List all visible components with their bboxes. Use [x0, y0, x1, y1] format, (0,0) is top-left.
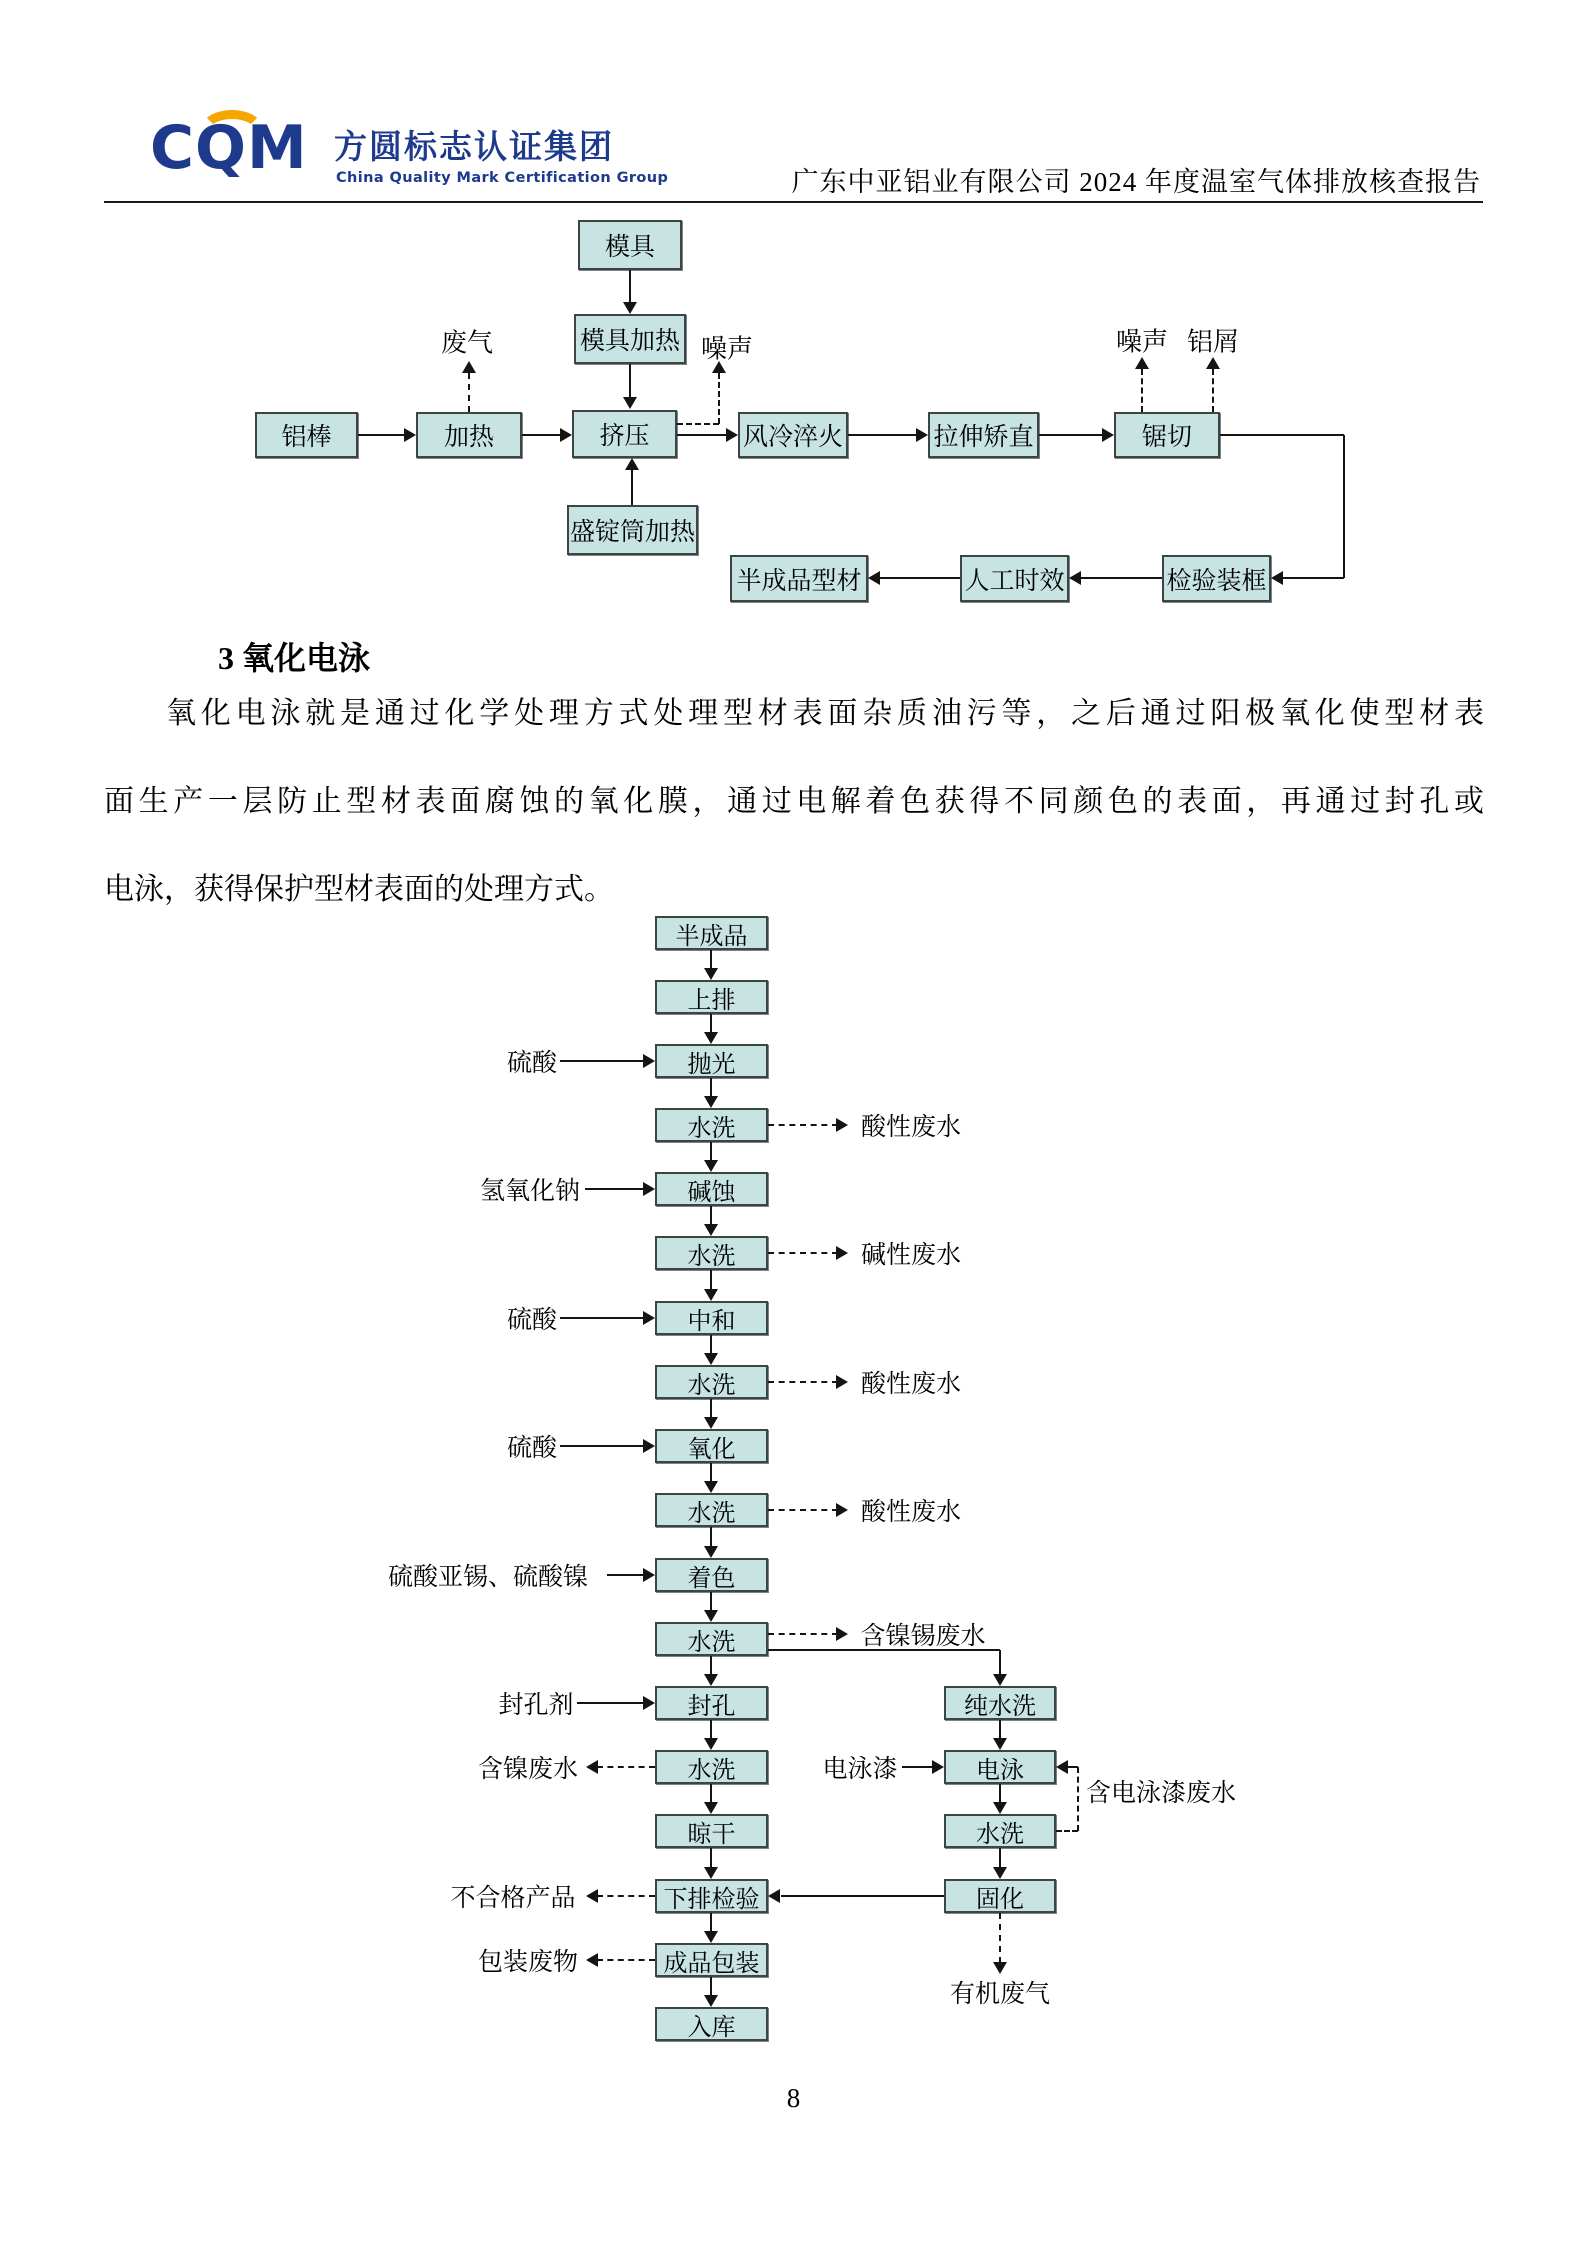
arrowhead-down-icon: [704, 1931, 718, 1943]
connector-line: [999, 1913, 1001, 1963]
flow-node-alkali-etching: 碱蚀: [655, 1172, 768, 1206]
flow-label-alkaline-wastewater: 碱性废水: [860, 1242, 962, 1269]
connector-line: [1343, 435, 1345, 578]
arrowhead-right-icon: [836, 1375, 848, 1389]
connector-line: [468, 373, 470, 412]
connector-line: [1039, 434, 1103, 436]
flow-node-electrophoresis: 电泳: [944, 1750, 1056, 1784]
arrowhead-right-icon: [643, 1568, 655, 1582]
connector-line: [560, 1060, 646, 1062]
arrowhead-right-icon: [836, 1627, 848, 1641]
arrowhead-down-icon: [704, 1224, 718, 1236]
arrowhead-up-icon: [625, 458, 639, 470]
flow-node-semi-finished-profile: 半成品型材: [730, 555, 868, 602]
arrowhead-right-icon: [836, 1503, 848, 1517]
arrowhead-down-icon: [704, 1353, 718, 1365]
arrowhead-down-icon: [704, 1032, 718, 1044]
connector-line: [577, 1702, 646, 1704]
arrowhead-down-icon: [623, 397, 637, 409]
flow-node-rinse-6: 水洗: [655, 1750, 768, 1784]
flow-label-sulfuric-acid-1: 硫酸: [506, 1050, 558, 1077]
arrowhead-up-icon: [1135, 357, 1149, 369]
logo-name-zh: 方圆标志认证集团: [334, 127, 614, 166]
arrowhead-left-icon: [1069, 571, 1081, 585]
connector-line: [560, 1317, 646, 1319]
flow-node-rinse-1: 水洗: [655, 1108, 768, 1142]
arrowhead-right-icon: [643, 1311, 655, 1325]
arrowhead-down-icon: [704, 1546, 718, 1558]
flow-node-product-packaging: 成品包装: [655, 1943, 768, 1977]
arrowhead-down-icon: [993, 1962, 1007, 1974]
connector-line: [1220, 434, 1344, 436]
flow-node-artificial-aging: 人工时效: [960, 555, 1069, 602]
arrowhead-right-icon: [560, 428, 572, 442]
flow-node-heating: 加热: [416, 412, 522, 458]
section-heading: 3 氧化电泳: [218, 640, 371, 676]
flow-node-inspection-framing: 检验装框: [1162, 555, 1271, 602]
arrowhead-down-icon: [993, 1674, 1007, 1686]
arrowhead-down-icon: [704, 1674, 718, 1686]
connector-line: [358, 434, 405, 436]
arrowhead-down-icon: [704, 1160, 718, 1172]
connector-line: [999, 1848, 1001, 1869]
arrowhead-right-icon: [836, 1246, 848, 1260]
connector-line: [710, 1913, 712, 1933]
connector-line: [768, 1381, 838, 1383]
connector-line: [999, 1720, 1001, 1740]
connector-line: [677, 423, 719, 425]
arrowhead-down-icon: [704, 968, 718, 980]
arrowhead-right-icon: [643, 1054, 655, 1068]
connector-line: [597, 1895, 655, 1897]
connector-line: [710, 1848, 712, 1869]
arrowhead-right-icon: [643, 1439, 655, 1453]
arrowhead-right-icon: [916, 428, 928, 442]
connector-line: [522, 434, 561, 436]
flow-node-coloring: 着色: [655, 1558, 768, 1592]
arrowhead-down-icon: [993, 1738, 1007, 1750]
arrowhead-left-icon: [586, 1760, 598, 1774]
flow-label-acid-wastewater-2: 酸性废水: [860, 1371, 962, 1398]
flow-label-electrophoretic-paint: 电泳漆: [822, 1756, 898, 1783]
flow-node-rinse-2: 水洗: [655, 1236, 768, 1270]
flow-node-rinse-7: 水洗: [944, 1814, 1056, 1848]
flow-label-noise-1: 噪声: [700, 334, 754, 364]
body-paragraph: [104, 670, 1484, 934]
paragraph-line: 面生产一层防止型材表面腐蚀的氧化膜，通过电解着色获得不同颜色的表面，再通过封孔或: [104, 785, 1484, 818]
connector-line: [1081, 577, 1162, 579]
arrowhead-right-icon: [836, 1118, 848, 1132]
arrowhead-right-icon: [726, 428, 738, 442]
connector-line: [1212, 369, 1214, 412]
connector-line: [710, 950, 712, 970]
flow-node-sealing: 封孔: [655, 1686, 768, 1720]
arrowhead-right-icon: [643, 1182, 655, 1196]
arrowhead-left-icon: [586, 1889, 598, 1903]
flow-node-pure-water-rinse: 纯水洗: [944, 1686, 1056, 1720]
connector-line: [710, 1142, 712, 1162]
connector-line: [629, 270, 631, 303]
paragraph-line: 氧化电泳就是通过化学处理方式处理型材表面杂质油污等，之后通过阳极氧化使型材表: [166, 697, 1484, 730]
arrowhead-down-icon: [704, 1289, 718, 1301]
flow-node-rinse-4: 水洗: [655, 1493, 768, 1527]
arrowhead-left-icon: [868, 571, 880, 585]
connector-line: [607, 1574, 646, 1576]
arrowhead-down-icon: [704, 1096, 718, 1108]
connector-line: [560, 1445, 646, 1447]
arrowhead-down-icon: [704, 1610, 718, 1622]
connector-line: [999, 1784, 1001, 1804]
flow-label-sulfuric-acid-3: 硫酸: [506, 1435, 558, 1462]
report-title: 广东中亚铝业有限公司 2024 年度温室气体排放核查报告: [791, 167, 1481, 197]
arrowhead-down-icon: [704, 1867, 718, 1879]
connector-line: [880, 577, 960, 579]
logo-name-en: China Quality Mark Certification Group: [336, 170, 669, 186]
connector-line: [768, 1649, 1000, 1651]
connector-line: [710, 1335, 712, 1355]
paragraph-line: 电泳，获得保护型材表面的处理方式。: [104, 873, 614, 906]
arrowhead-up-icon: [1206, 357, 1220, 369]
connector-line: [1283, 577, 1344, 579]
flow-label-rejected-products: 不合格产品: [450, 1885, 576, 1912]
arrowhead-right-icon: [932, 1760, 944, 1774]
connector-line: [597, 1766, 655, 1768]
arrowhead-down-icon: [993, 1867, 1007, 1879]
flow-label-sodium-hydroxide: 氢氧化钠: [479, 1178, 581, 1205]
arrowhead-down-icon: [704, 1802, 718, 1814]
flow-node-rack-up: 上排: [655, 980, 768, 1014]
flow-node-sawing: 锯切: [1114, 412, 1220, 458]
flow-node-extrusion: 挤压: [572, 410, 677, 458]
flow-node-polishing: 抛光: [655, 1044, 768, 1078]
flow-label-acid-wastewater-1: 酸性废水: [860, 1114, 962, 1141]
connector-line: [710, 1206, 712, 1226]
flow-node-curing: 固化: [944, 1879, 1056, 1913]
connector-line: [710, 1720, 712, 1740]
header-rule: [104, 201, 1483, 203]
connector-line: [629, 364, 631, 398]
arrowhead-right-icon: [643, 1696, 655, 1710]
connector-line: [710, 1592, 712, 1612]
flow-node-rack-down-inspection: 下排检验: [655, 1879, 768, 1913]
flow-node-container-heating: 盛锭筒加热: [567, 505, 698, 555]
flow-node-warehousing: 入库: [655, 2007, 768, 2041]
flow-label-noise-2: 噪声: [1115, 327, 1169, 357]
flow-label-paint-wastewater: 含电泳漆废水: [1085, 1780, 1237, 1807]
connector-line: [710, 1656, 712, 1676]
flow-node-air-cooling-quench: 风冷淬火: [738, 412, 848, 458]
flow-node-mold-heating: 模具加热: [574, 314, 686, 364]
connector-line: [768, 1124, 838, 1126]
connector-line: [597, 1959, 655, 1961]
connector-line: [710, 1784, 712, 1804]
arrowhead-left-icon: [768, 1889, 780, 1903]
connector-line: [999, 1650, 1001, 1676]
arrowhead-up-icon: [462, 361, 476, 373]
connector-line: [710, 1399, 712, 1419]
connector-line: [768, 1252, 838, 1254]
flow-node-oxidation: 氧化: [655, 1429, 768, 1463]
connector-line: [902, 1766, 935, 1768]
connector-line: [585, 1188, 646, 1190]
flow-label-organic-waste-gas: 有机废气: [949, 1981, 1051, 2008]
flow-label-nickel-tin-wastewater: 含镍锡废水: [860, 1623, 986, 1650]
arrowhead-down-icon: [704, 1417, 718, 1429]
flow-label-nickel-wastewater: 含镍废水: [477, 1756, 579, 1783]
flow-node-mold: 模具: [578, 220, 682, 270]
page-number: 8: [786, 2083, 801, 2113]
flow-node-neutralization: 中和: [655, 1301, 768, 1335]
flow-label-stannous-nickel-sulfate: 硫酸亚锡、硫酸镍: [387, 1564, 589, 1591]
arrowhead-down-icon: [623, 302, 637, 314]
connector-line: [768, 1633, 838, 1635]
connector-line: [768, 1509, 838, 1511]
flow-node-aluminum-rod: 铝棒: [255, 412, 358, 458]
logo-acronym: CQM: [150, 113, 308, 183]
flow-label-sealing-agent: 封孔剂: [498, 1692, 574, 1719]
arrowhead-up-icon: [712, 361, 726, 373]
flow-node-stretch-straighten: 拉伸矫直: [928, 412, 1039, 458]
arrowhead-left-icon: [1271, 571, 1283, 585]
connector-line: [718, 373, 720, 424]
flow-node-air-drying: 晾干: [655, 1814, 768, 1848]
connector-line: [848, 434, 917, 436]
connector-line: [1056, 1830, 1078, 1832]
connector-line: [781, 1895, 944, 1897]
arrowhead-down-icon: [704, 1738, 718, 1750]
connector-line: [710, 1014, 712, 1034]
connector-line: [710, 1270, 712, 1291]
arrowhead-down-icon: [704, 1481, 718, 1493]
connector-line: [631, 470, 633, 505]
arrowhead-left-icon: [586, 1953, 598, 1967]
flow-label-packaging-waste: 包装废物: [477, 1949, 579, 1976]
connector-line: [1068, 1766, 1078, 1768]
arrowhead-left-icon: [1056, 1760, 1068, 1774]
connector-line: [1141, 369, 1143, 412]
flow-node-semi-finished: 半成品: [655, 916, 768, 950]
arrowhead-right-icon: [1102, 428, 1114, 442]
arrowhead-down-icon: [704, 1995, 718, 2007]
flow-node-rinse-5: 水洗: [655, 1622, 768, 1656]
connector-line: [677, 434, 727, 436]
connector-line: [710, 1527, 712, 1548]
flow-node-rinse-3: 水洗: [655, 1365, 768, 1399]
flow-label-sulfuric-acid-2: 硫酸: [506, 1307, 558, 1334]
flow-label-aluminum-scrap: 铝屑: [1186, 327, 1240, 357]
flow-label-waste-gas: 废气: [440, 328, 494, 358]
connector-line: [710, 1078, 712, 1098]
connector-line: [710, 1977, 712, 1997]
arrowhead-right-icon: [404, 428, 416, 442]
flow-label-acid-wastewater-3: 酸性废水: [860, 1499, 962, 1526]
connector-line: [1077, 1767, 1079, 1831]
connector-line: [710, 1463, 712, 1483]
arrowhead-down-icon: [993, 1802, 1007, 1814]
